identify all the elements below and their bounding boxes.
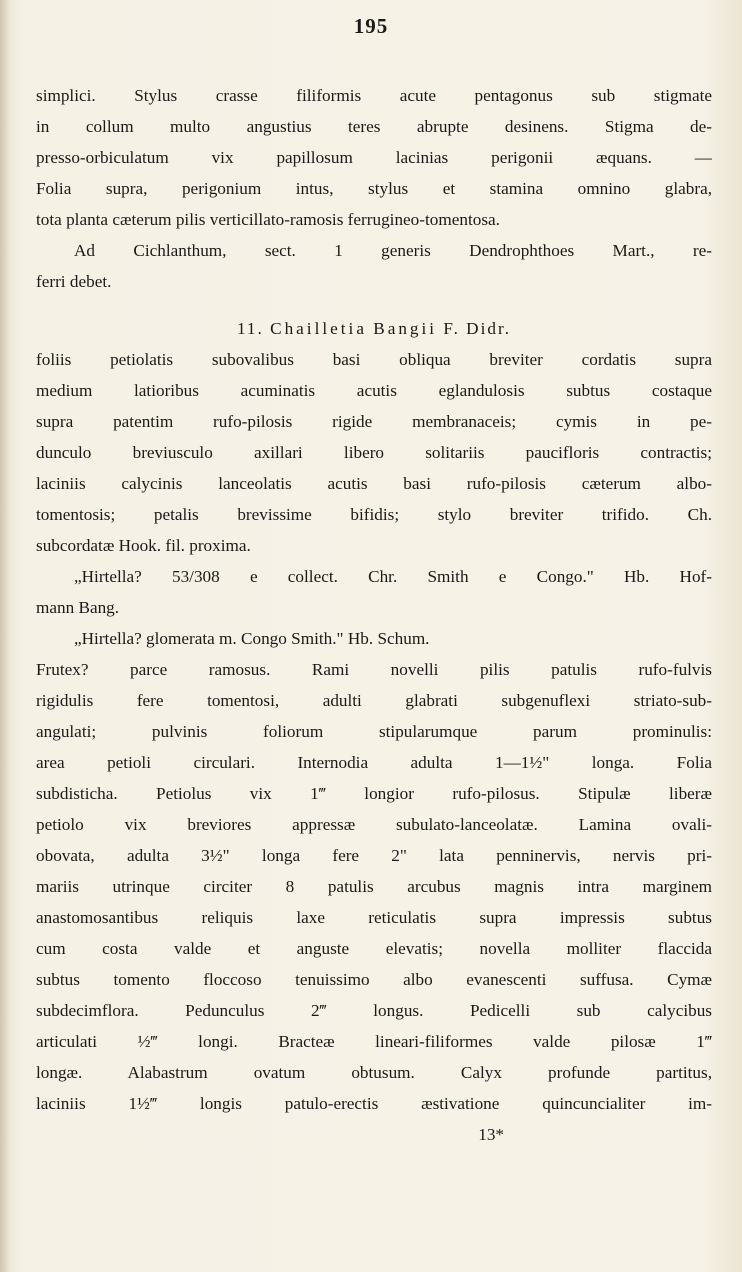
text-line: laciniis 1½‴ longis patulo-erectis æstivatione quincuncialiter im- xyxy=(36,1094,712,1113)
text-line: „Hirtella? glomerata m. Congo Smith." Hb. Schum. xyxy=(74,629,430,648)
text-line: subdisticha. Petiolus vix 1‴ longior rufo-pilosus. Stipulæ liberæ xyxy=(36,784,712,803)
text-line: laciniis calycinis lanceolatis acutis basi rufo-pilosis cæterum albo- xyxy=(36,474,712,493)
species-heading xyxy=(36,313,712,344)
text-line: obovata, adulta 3½" longa fere 2" lata penninervis, nervis pri- xyxy=(36,846,712,865)
text-line: subcordatæ Hook. fil. proxima. xyxy=(36,536,251,555)
text-line: tota planta cæterum pilis verticillato-ramosis ferrugineo-tomentosa. xyxy=(36,210,500,229)
text-line: simplici. Stylus crasse filiformis acute pentagonus sub stigmate xyxy=(36,86,712,105)
species-number: 11. xyxy=(236,319,264,338)
text-line: cum costa valde et anguste elevatis; novella molliter flaccida xyxy=(36,939,712,958)
text-line: dunculo breviusculo axillari libero solitariis paucifloris contractis; xyxy=(36,443,712,462)
signature-mark: 13* xyxy=(478,1125,504,1144)
text-line: area petioli circulari. Internodia adulta 1—1½" longa. Folia xyxy=(36,753,712,772)
text-line: ferri debet. xyxy=(36,272,112,291)
text-line: petiolo vix breviores appressæ subulato-lanceolatæ. Lamina ovali- xyxy=(36,815,712,834)
text-line: rigidulis fere tomentosi, adulti glabrati subgenuflexi striato-sub- xyxy=(36,691,712,710)
text-line: Folia supra, perigonium intus, stylus et stamina omnino glabra, xyxy=(36,179,712,198)
text-line: presso-orbiculatum vix papillosum lacinias perigonii æquans. — xyxy=(36,148,712,167)
text-line: Frutex? parce ramosus. Rami novelli pilis patulis rufo-fulvis xyxy=(36,660,712,679)
species-epithet: Bangii xyxy=(373,319,438,338)
page-text xyxy=(36,80,712,1150)
text-line: anastomosantibus reliquis laxe reticulatis supra impressis subtus xyxy=(36,908,712,927)
text-line: mann Bang. xyxy=(36,598,120,617)
text-line: angulati; pulvinis foliorum stipularumque parum prominulis: xyxy=(36,722,712,741)
text-line: supra patentim rufo-pilosis rigide membranaceis; cymis in pe- xyxy=(36,412,712,431)
text-line: tomentosis; petalis brevissime bifidis; stylo breviter trifido. Ch. xyxy=(36,505,712,524)
text-line: articulati ½‴ longi. Bracteæ lineari-filiformes valde pilosæ 1‴ xyxy=(36,1032,712,1051)
binding-shadow xyxy=(0,0,10,1272)
species-author: F. Didr. xyxy=(443,319,512,338)
text-line: longæ. Alabastrum ovatum obtusum. Calyx profunde partitus, xyxy=(36,1063,712,1082)
text-line: „Hirtella? 53/308 e collect. Chr. Smith e Congo." Hb. Hof- xyxy=(74,567,712,586)
genus-name: Chailletia xyxy=(270,319,367,338)
text-line: subdecimflora. Pedunculus 2‴ longus. Pedicelli sub calycibus xyxy=(36,1001,712,1020)
text-line: in collum multo angustius teres abrupte desinens. Stigma de- xyxy=(36,117,712,136)
text-line: subtus tomento floccoso tenuissimo albo evanescenti suffusa. Cymæ xyxy=(36,970,712,989)
text-line: medium latioribus acuminatis acutis eglandulosis subtus costaque xyxy=(36,381,712,400)
text-line: foliis petiolatis subovalibus basi obliqua breviter cordatis supra xyxy=(36,350,712,369)
text-line: Ad Cichlanthum, sect. 1 generis Dendrophthoes Mart., re- xyxy=(74,241,712,260)
page-number: 195 xyxy=(353,14,389,38)
text-line: mariis utrinque circiter 8 patulis arcubus magnis intra marginem xyxy=(36,877,712,896)
